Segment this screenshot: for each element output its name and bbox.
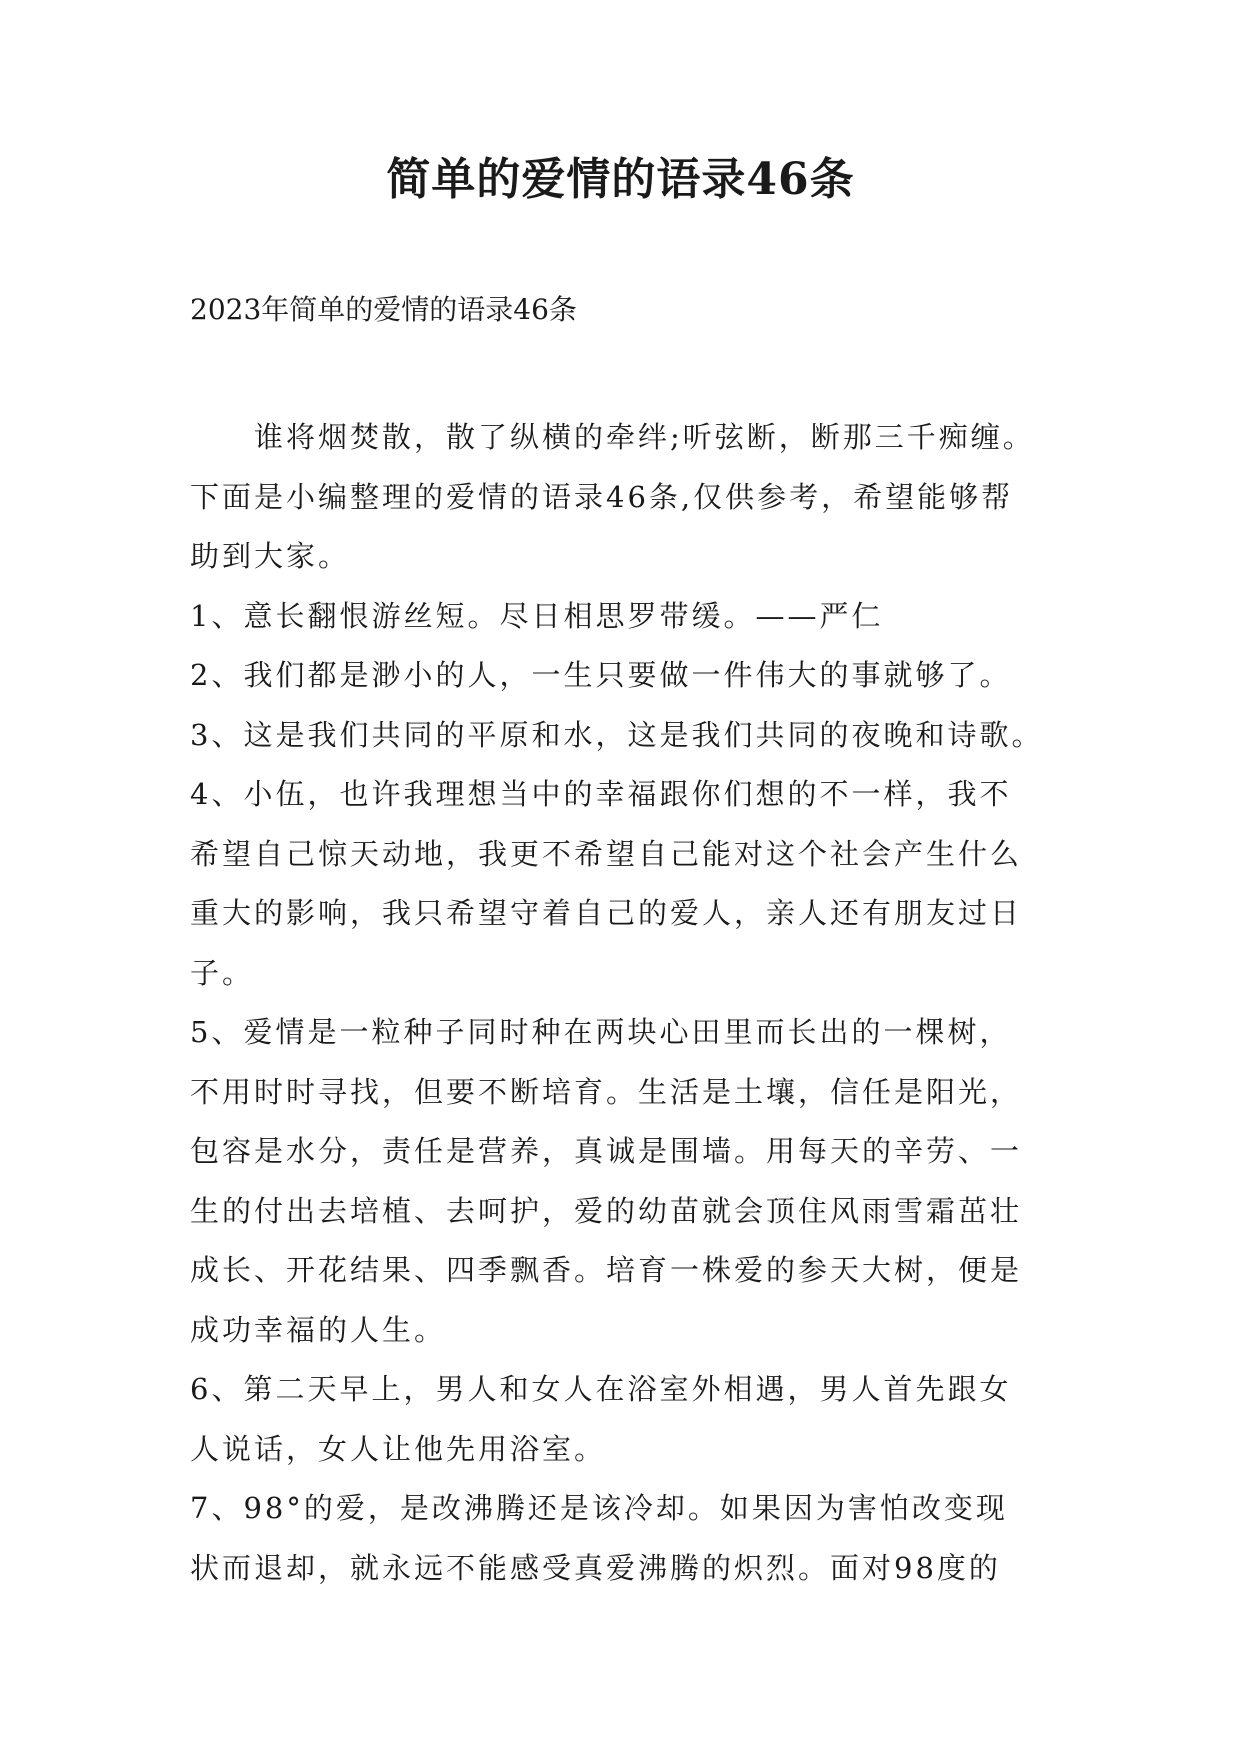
quote-5-line-6: 成功幸福的人生。 — [190, 1312, 447, 1347]
quote-5-line-5: 成长、开花结果、四季飘香。培育一株爱的参天大树，便是 — [190, 1253, 1023, 1287]
quote-4-line-3: 重大的影响，我只希望守着自己的爱人，亲人还有朋友过日 — [190, 896, 1023, 930]
quote-5-line-3: 包容是水分，责任是营养，真诚是围墙。用每天的辛劳、一 — [190, 1134, 1023, 1168]
document-body — [190, 408, 1070, 1598]
document-title: 简单的爱情的语录46条 — [386, 154, 855, 205]
quote-5-line-4: 生的付出去培植、去呵护，爱的幼苗就会顶住风雨雪霜茁壮 — [190, 1193, 1023, 1228]
quote-2-line-1: 2、我们都是渺小的人，一生只要做一件伟大的事就够了。 — [190, 658, 1012, 692]
quote-4-line-2: 希望自己惊天动地，我更不希望自己能对这个社会产生什么 — [190, 836, 1023, 871]
quote-4-line-1: 4、小伍，也许我理想当中的幸福跟你们想的不一样，我不 — [190, 777, 1012, 811]
quote-6-line-2: 人说话，女人让他先用浴室。 — [190, 1431, 607, 1466]
quote-1-line-1: 1、意长翻恨游丝短。尽日相思罗带缓。——严仁 — [190, 598, 884, 633]
quote-7-line-2: 状而退却，就永远不能感受真爱沸腾的炽烈。面对98度的 — [190, 1550, 1001, 1585]
quote-6-line-1: 6、第二天早上，男人和女人在浴室外相遇，男人首先跟女 — [190, 1372, 1012, 1406]
quote-4-line-4: 子。 — [190, 955, 255, 990]
intro-line-3: 助到大家。 — [190, 539, 351, 573]
document-subtitle: 2023年简单的爱情的语录46条 — [190, 293, 577, 326]
quote-7-line-1: 7、98°的爱，是改沸腾还是该冷却。如果因为害怕改变现 — [190, 1491, 1008, 1525]
quote-3-line-1: 3、这是我们共同的平原和水，这是我们共同的夜晚和诗歌。 — [190, 717, 1044, 752]
intro-line-2: 下面是小编整理的爱情的语录46条,仅供参考，希望能够帮 — [190, 479, 1014, 514]
intro-line-1: 谁将烟焚散，散了纵横的牵绊;听弦断，断那三千痴缠。 — [254, 420, 1035, 454]
quote-5-line-2: 不用时时寻找，但要不断培育。生活是土壤，信任是阳光， — [190, 1074, 1023, 1109]
quote-5-line-1: 5、爱情是一粒种子同时种在两块心田里而长出的一棵树， — [190, 1015, 1012, 1049]
